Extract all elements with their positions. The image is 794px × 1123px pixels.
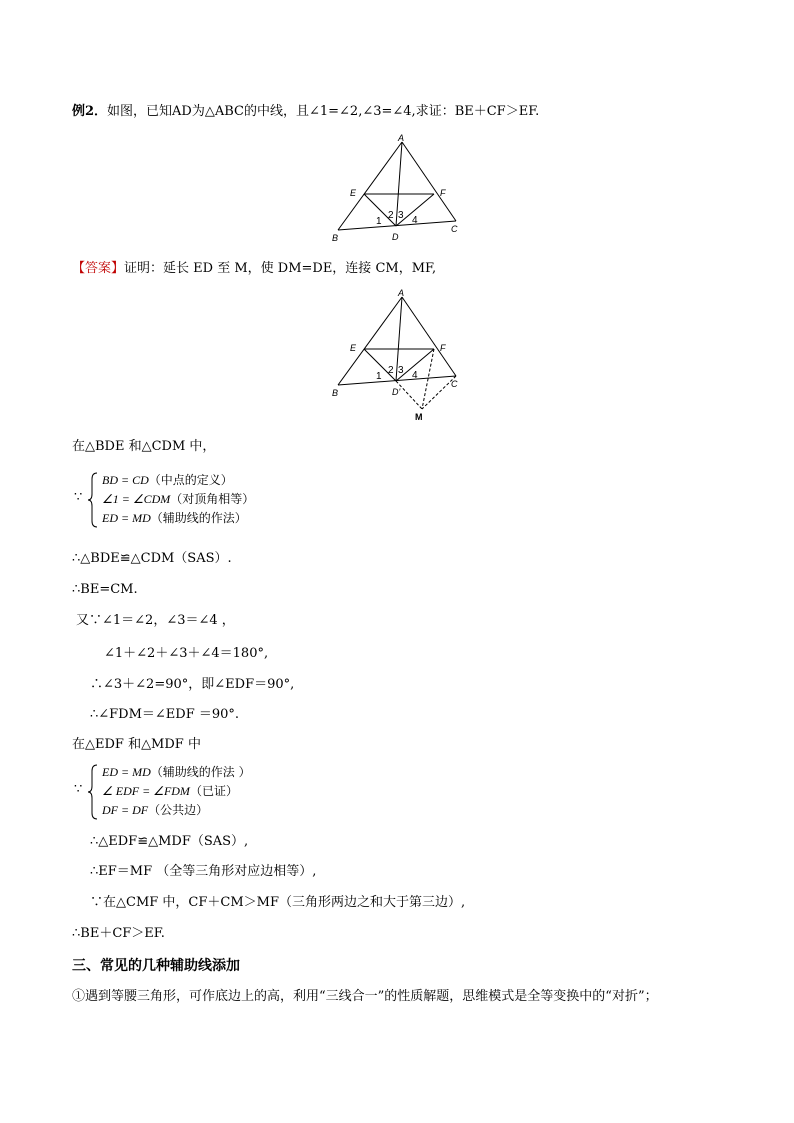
proof-line-6: ∴∠3＋∠2=90°，即∠EDF＝90°, (90, 677, 295, 692)
because-symbol: ∵ (74, 490, 83, 505)
example-statement (72, 103, 539, 121)
system-1-line-1: BD = CD（中点的定义） (102, 473, 233, 487)
angle-4: 4 (412, 215, 418, 226)
label-C: C (451, 379, 458, 389)
proof-line-4: 又∵∠1＝∠2，∠3＝∠4 ， (76, 613, 235, 628)
answer-text: 证明：延长 ED 至 M，使 DM=DE，连接 CM，MF, (124, 261, 437, 276)
proof-line-1: 在△BDE 和△CDM 中， (72, 439, 216, 454)
figure-1-triangle (330, 128, 465, 246)
section-heading: 三、常见的几种辅助线添加 (72, 958, 240, 974)
proof-line-10: ∴EF＝MF （全等三角形对应边相等）, (90, 864, 317, 879)
figure-2-auxiliary-lines (396, 349, 456, 409)
label-B: B (332, 388, 339, 398)
angle-4: 4 (412, 370, 418, 381)
label-A: A (398, 133, 405, 143)
proof-line-2: ∴△BDE≌△CDM（SAS）. (72, 551, 232, 566)
figure-2-lines (338, 297, 456, 385)
angle-3: 3 (398, 210, 404, 221)
label-E: E (350, 188, 357, 198)
label-A: A (398, 288, 405, 298)
label-B: B (332, 233, 339, 243)
answer-tag: 【答案】 (72, 261, 125, 276)
label-F: F (440, 188, 446, 198)
answer-intro (72, 260, 436, 278)
proof-line-5: ∠1＋∠2＋∠3＋∠4＝180°, (104, 646, 269, 661)
angle-2: 2 (388, 365, 394, 376)
equation-system-2 (72, 762, 392, 822)
proof-line-11: ∵在△CMF 中，CF＋CM＞MF（三角形两边之和大于第三边）, (90, 895, 466, 910)
system-1-line-2: ∠1 = ∠CDM（对顶角相等） (102, 492, 255, 506)
example-text: 如图，已知AD为△ABC的中线，且∠1=∠2,∠3=∠4,求证：BE＋CF＞EF. (107, 104, 540, 119)
label-D: D' (392, 387, 401, 397)
proof-line-3: ∴BE=CM. (72, 582, 138, 597)
label-M: M (415, 412, 423, 422)
angle-1: 1 (376, 216, 382, 227)
label-D: D (392, 232, 399, 242)
proof-line-7: ∴∠FDM＝∠EDF ＝90°. (90, 707, 240, 722)
left-brace-icon (88, 764, 98, 820)
angle-1: 1 (376, 371, 382, 382)
system-2-line-2: ∠ EDF = ∠FDM（已证） (102, 784, 238, 798)
left-brace-icon (88, 472, 98, 528)
example-label: 例2． (72, 104, 108, 119)
label-F: F (440, 343, 446, 353)
equation-system-1 (72, 470, 372, 530)
proof-line-8: 在△EDF 和△MDF 中 (72, 737, 201, 752)
system-1-line-3: ED = MD（辅助线的作法） (102, 511, 247, 525)
section-item-1: ①遇到等腰三角形，可作底边上的高，利用“三线合一”的性质解题，思维模式是全等变换中的“对折”； (72, 989, 658, 1004)
proof-line-12: ∴BE＋CF＞EF. (72, 926, 165, 941)
angle-2: 2 (388, 210, 394, 221)
label-C: C (451, 224, 458, 234)
because-symbol: ∵ (74, 782, 83, 797)
figure-1-lines (338, 142, 456, 230)
figure-2-triangle (330, 283, 465, 423)
proof-line-9: ∴△EDF≌△MDF（SAS）, (90, 834, 249, 849)
system-2-line-1: ED = MD（辅助线的作法 ） (102, 765, 251, 779)
label-E: E (350, 343, 357, 353)
system-2-line-3: DF = DF（公共边） (102, 803, 209, 817)
angle-3: 3 (398, 365, 404, 376)
